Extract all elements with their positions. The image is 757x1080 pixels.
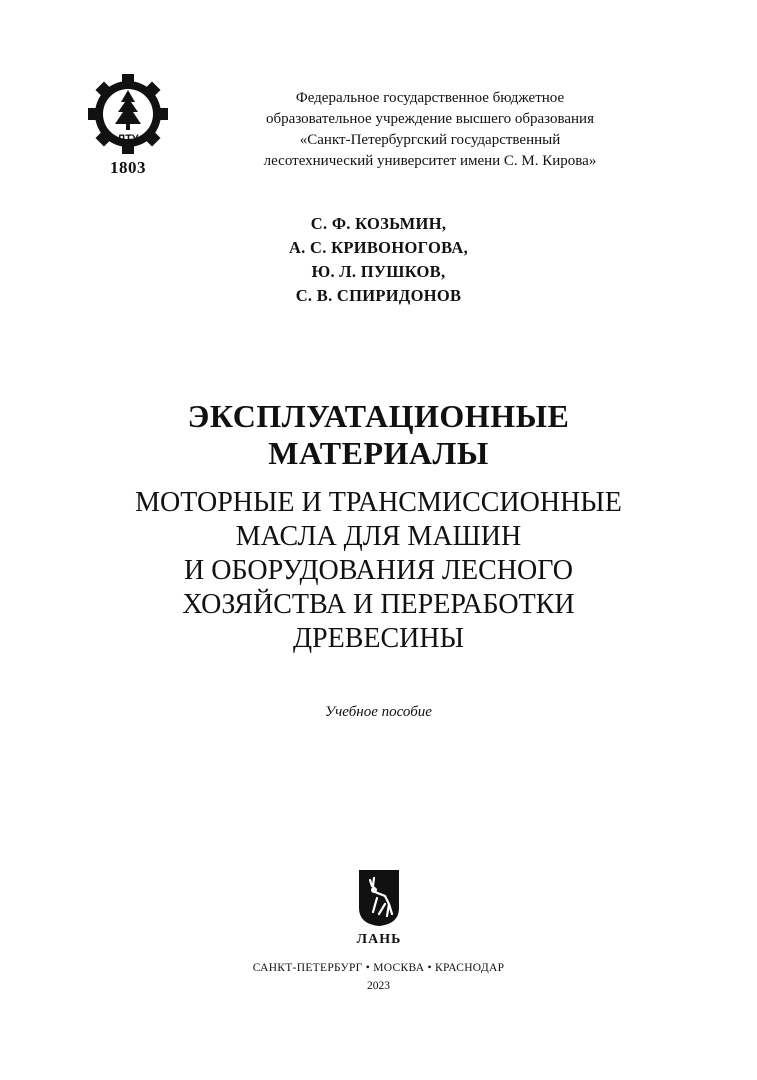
book-subtitle [30, 486, 727, 656]
subtitle-line: И ОБОРУДОВАНИЯ ЛЕСНОГО [184, 555, 573, 586]
emblem-year: 1803 [110, 158, 146, 177]
publisher-cities: САНКТ-ПЕТЕРБУРГ • МОСКВА • КРАСНОДАР [252, 962, 505, 974]
book-genre: Учебное пособие [325, 704, 432, 720]
subtitle-line: МОТОРНЫЕ И ТРАНСМИССИОННЫЕ [135, 487, 622, 518]
institution-line: лесотехнический университет имени С. М. Кирова» [263, 153, 597, 169]
authors-list [180, 212, 577, 308]
author-name: С. Ф. КОЗЬМИН, [310, 214, 447, 233]
author-name: А. С. КРИВОНОГОВА, [288, 238, 469, 257]
title-line: ЭКСПЛУАТАЦИОННЫЕ [187, 398, 570, 434]
institution-line: Федеральное государственное бюджетное [295, 90, 565, 106]
institution-block [220, 88, 640, 172]
author-name: С. В. СПИРИДОНОВ [295, 286, 462, 305]
gear-tree-icon [86, 72, 170, 156]
author-name: Ю. Л. ПУШКОВ, [311, 262, 446, 281]
subtitle-line: ДРЕВЕСИНЫ [292, 623, 465, 654]
book-title [30, 398, 727, 472]
institution-line: «Санкт-Петербургский государственный [299, 132, 561, 148]
deer-publisher-logo-icon [357, 868, 401, 928]
publisher-name: ЛАНЬ [356, 932, 402, 947]
institution-line: образовательное учреждение высшего образования [266, 111, 594, 127]
subtitle-line: ХОЗЯЙСТВА И ПЕРЕРАБОТКИ [182, 589, 575, 620]
subtitle-line: МАСЛА ДЛЯ МАШИН [235, 521, 522, 552]
university-emblem [86, 72, 170, 182]
title-line: МАТЕРИАЛЫ [268, 435, 489, 471]
emblem-letters: ЛТУ [117, 133, 139, 145]
publication-year: 2023 [367, 980, 390, 992]
